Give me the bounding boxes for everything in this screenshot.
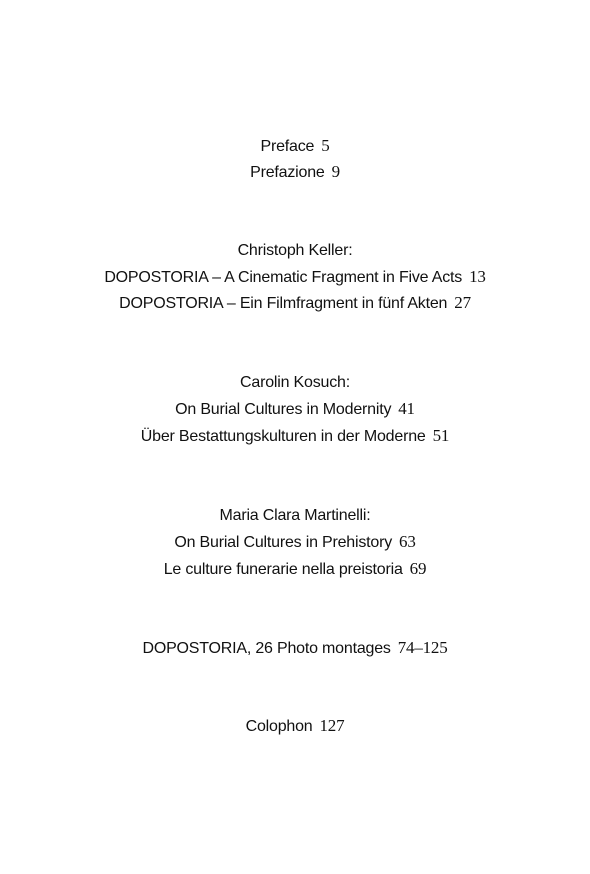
toc-entry-page: 127 <box>319 716 345 735</box>
toc-entry-burial-modernity-de <box>0 426 590 447</box>
toc-entry-page: 51 <box>432 426 450 445</box>
toc-entry-title: Colophon <box>245 718 313 735</box>
toc-entry-colophon <box>0 716 590 737</box>
toc-entry-burial-modernity-en <box>0 399 590 420</box>
toc-author-keller <box>0 241 590 261</box>
toc-entry-page: 13 <box>469 267 486 286</box>
toc-entry-title: On Burial Cultures in Modernity <box>175 401 392 418</box>
toc-author-martinelli <box>0 506 590 526</box>
toc-entry-dopostoria-de <box>0 293 590 314</box>
toc-entry-page: 74–125 <box>397 638 448 657</box>
toc-author-kosuch <box>0 373 590 393</box>
toc-entry-prefazione <box>0 162 590 183</box>
toc-entry-burial-prehistory-en <box>0 532 590 553</box>
toc-entry-title: Preface <box>260 138 315 155</box>
toc-author-name: Carolin Kosuch: <box>240 374 350 391</box>
toc-author-name: Christoph Keller: <box>237 242 353 259</box>
toc-entry-page: 41 <box>398 399 415 418</box>
toc-entry-page: 5 <box>321 136 330 155</box>
toc-author-name: Maria Clara Martinelli: <box>219 507 371 524</box>
toc-entry-page: 69 <box>409 559 427 578</box>
toc-entry-preface <box>0 136 590 157</box>
toc-entry-page: 63 <box>399 532 416 551</box>
toc-entry-title: Prefazione <box>250 164 325 181</box>
toc-entry-dopostoria-en <box>0 267 590 288</box>
toc-entry-page: 27 <box>454 293 471 312</box>
toc-entry-burial-prehistory-it <box>0 559 590 580</box>
toc-entry-title: Über Bestattungskulturen in der Moderne <box>140 428 426 445</box>
toc-entry-title: DOPOSTORIA – A Cinematic Fragment in Five Acts <box>104 269 463 286</box>
toc-entry-title: On Burial Cultures in Prehistory <box>174 534 393 551</box>
toc-entry-title: Le culture funerarie nella preistoria <box>163 561 403 578</box>
toc-entry-title: DOPOSTORIA – Ein Filmfragment in fünf Akten <box>119 295 448 312</box>
toc-entry-photo-montages <box>0 638 590 659</box>
toc-entry-title: DOPOSTORIA, 26 Photo montages <box>142 640 391 657</box>
toc-entry-page: 9 <box>331 162 340 181</box>
